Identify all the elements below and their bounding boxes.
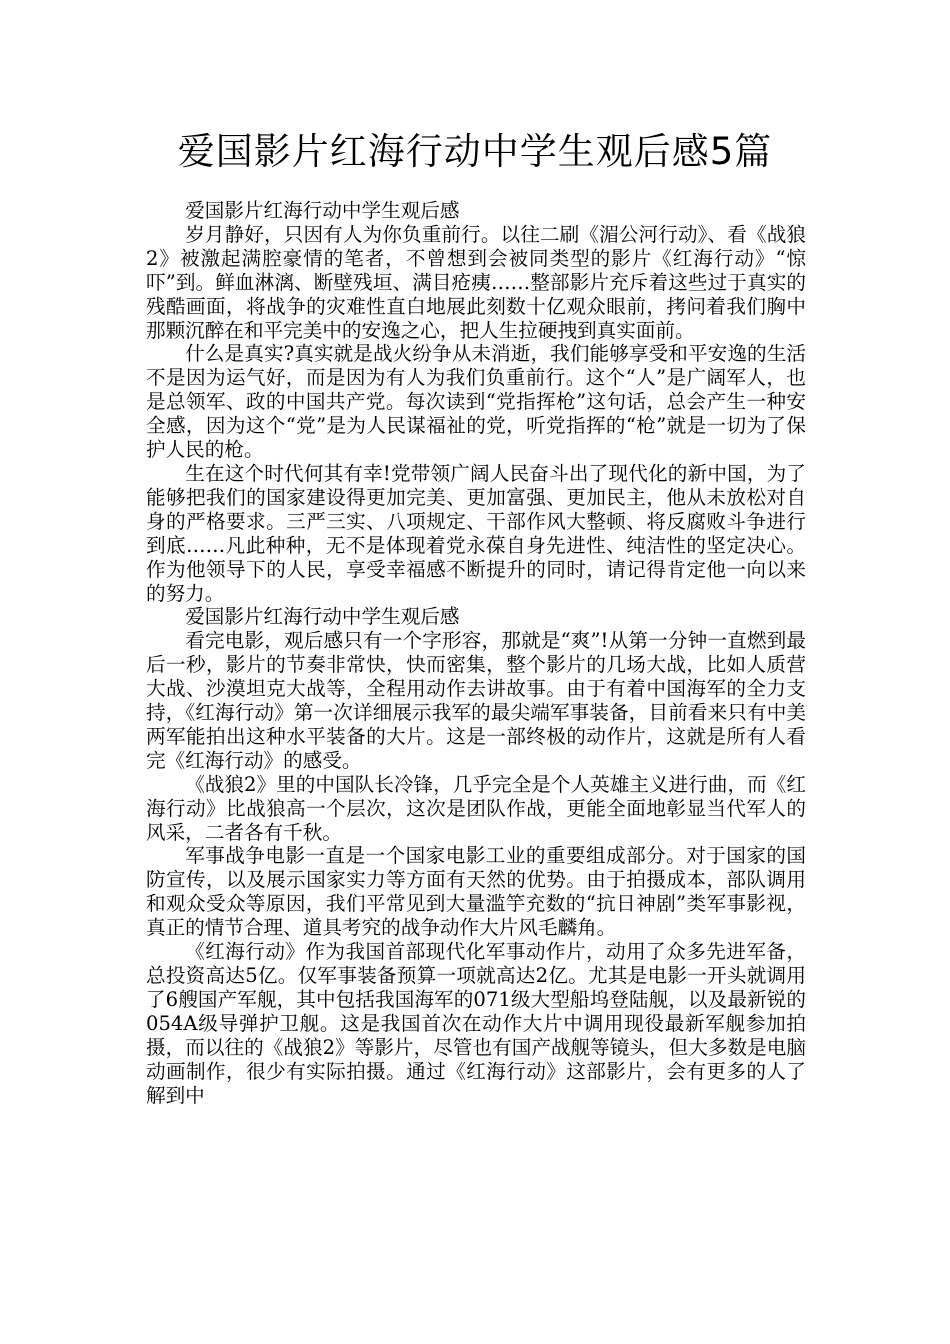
paragraph-1: 岁月静好，只因有人为你负重前行。以往二刷《湄公河行动》、看《战狼2》被激起满腔豪情的笔者，不曾想到会被同类型的影片《红海行动》“惊吓”到。鲜血淋漓、断壁残垣、满目疮痍……整部影片充斥着这些过于真实的残酷画面，将战争的灾难性直白地展此刻数十亿观众眼前，拷问着我们胸中那颗沉醉在和平完美中的安逸之心，把人生拉硬拽到真实面前。 [146, 222, 806, 342]
section-heading-1: 爱国影片红海行动中学生观后感 [185, 199, 460, 222]
paragraph-7: 《红海行动》作为我国首部现代化军事动作片，动用了众多先进军备，总投资高达5亿。仅军事装备预算一项就高达2亿。尤其是电影一开头就调用了6艘国产军舰，其中包括我国海军的071级大型船坞登陆舰，以及最新锐的054A级导弹护卫舰。这是我国首次在动作大片中调用现役最新军舰参加拍摄，而以往的《战狼2》等影片，尽管也有国产战舰等镜头，但大多数是电脑动画制作，很少有实际拍摄。通过《红海行动》这部影片，会有更多的人了解到中 [146, 940, 806, 1107]
paragraph-4: 看完电影，观后感只有一个字形容，那就是“爽”!从第一分钟一直燃到最后一秒，影片的节奏非常快，快而密集，整个影片的几场大战，比如人质营大战、沙漠坦克大战等，全程用动作去讲故事。由于有着中国海军的全力支持，《红海行动》第一次详细展示我军的最尖端军事装备，目前看来只有中美两军能拍出这种水平装备的大片。这是一部终极的动作片，这就是所有人看完《红海行动》的感受。 [146, 629, 806, 772]
paragraph-2: 什么是真实?真实就是战火纷争从未消逝，我们能够享受和平安逸的生活不是因为运气好，而是因为有人为我们负重前行。这个“人”是广阔军人，也是总领军、政的中国共产党。每次读到“党指挥枪”这句话，总会产生一种安全感，因为这个“党”是为人民谋福祉的党，听党指挥的“枪”就是一切为了保护人民的枪。 [146, 342, 806, 462]
section-heading-2: 爱国影片红海行动中学生观后感 [185, 605, 460, 629]
document-body [146, 199, 806, 1107]
paragraph-3: 生在这个时代何其有幸!党带领广阔人民奋斗出了现代化的新中国，为了能够把我们的国家建设得更加完美、更加富强、更加民主，他从未放松对自身的严格要求。三严三实、八项规定、干部作风大整顿、将反腐败斗争进行到底……凡此种种，无不是体现着党永葆自身先进性、纯洁性的坚定决心。作为他领导下的人民，享受幸福感不断提升的同时，请记得肯定他一向以来的努力。 [146, 461, 806, 605]
paragraph-5: 《战狼2》里的中国队长冷锋，几乎完全是个人英雄主义进行曲，而《红海行动》比战狼高一个层次，这次是团队作战，更能全面地彰显当代军人的风采，二者各有千秋。 [146, 772, 806, 844]
page-title: 爱国影片红海行动中学生观后感5篇 [177, 130, 773, 173]
paragraph-6: 军事战争电影一直是一个国家电影工业的重要组成部分。对于国家的国防宣传，以及展示国家实力等方面有天然的优势。由于拍摄成本，部队调用和观众受众等原因，我们平常见到大量滥竽充数的“抗日神剧”类军事影视，真正的情节合理、道具考究的战争动作大片风毛麟角。 [146, 844, 806, 940]
